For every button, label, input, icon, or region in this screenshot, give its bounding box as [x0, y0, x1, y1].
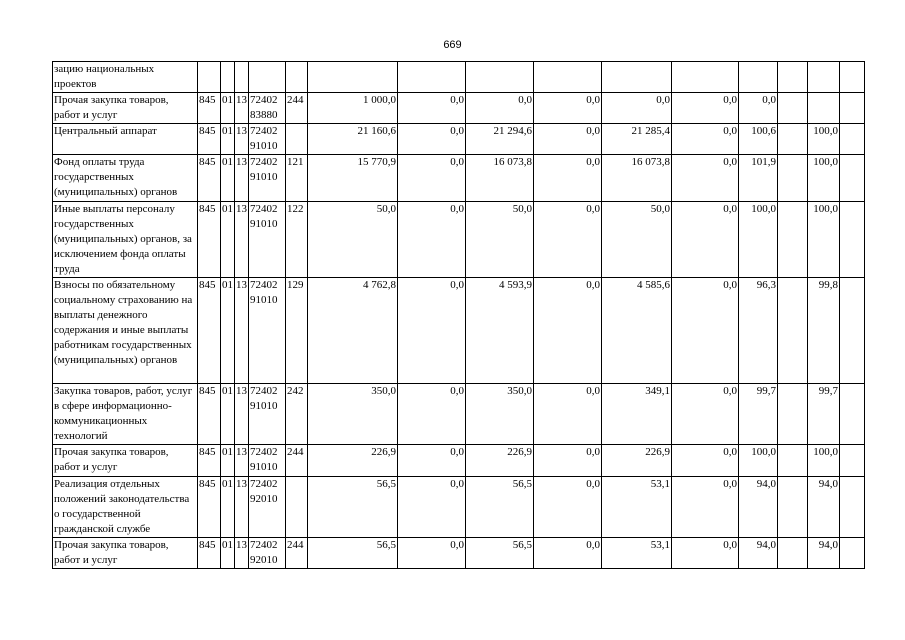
value-7: 94,0 — [739, 538, 778, 569]
row-name: Реализация отдельных положений законодательства о государственной гражданской службе — [53, 477, 198, 538]
row-name: зацию национальных проектов — [53, 62, 198, 93]
row-name: Фонд оплаты труда государственных (муниципальных) органов — [53, 155, 198, 202]
table-row — [53, 202, 865, 278]
value-9: 99,8 — [808, 278, 840, 384]
value-1: 15 770,9 — [308, 155, 398, 202]
row-name: Иные выплаты персоналу государственных (муниципальных) органов, за исключением фонда оплаты труда — [53, 202, 198, 278]
value-7: 100,0 — [739, 445, 778, 477]
page-number: 669 — [443, 39, 462, 51]
value-5: 53,1 — [602, 477, 672, 538]
value-10 — [840, 124, 865, 155]
value-6: 0,0 — [672, 384, 739, 445]
value-4: 0,0 — [534, 445, 602, 477]
value-7: 100,0 — [739, 202, 778, 278]
value-4: 0,0 — [534, 93, 602, 124]
value-1: 56,5 — [308, 477, 398, 538]
subsection-code: 13 — [235, 155, 249, 202]
value-5: 4 585,6 — [602, 278, 672, 384]
value-6: 0,0 — [672, 445, 739, 477]
subsection-code — [235, 62, 249, 93]
value-10 — [840, 62, 865, 93]
value-5: 349,1 — [602, 384, 672, 445]
value-7: 94,0 — [739, 477, 778, 538]
value-5: 50,0 — [602, 202, 672, 278]
subsection-code: 13 — [235, 278, 249, 384]
value-5: 0,0 — [602, 93, 672, 124]
value-7: 96,3 — [739, 278, 778, 384]
row-name: Прочая закупка товаров, работ и услуг — [53, 445, 198, 477]
expense-type: 122 — [286, 202, 308, 278]
target-code — [249, 62, 286, 93]
expense-type: 129 — [286, 278, 308, 384]
row-name: Прочая закупка товаров, работ и услуг — [53, 93, 198, 124]
table-row — [53, 155, 865, 202]
table-row — [53, 124, 865, 155]
section-code: 01 — [221, 445, 235, 477]
table-row — [53, 384, 865, 445]
value-2: 0,0 — [398, 538, 466, 569]
subsection-code: 13 — [235, 538, 249, 569]
expense-type — [286, 477, 308, 538]
value-1 — [308, 62, 398, 93]
value-2: 0,0 — [398, 155, 466, 202]
value-7: 100,6 — [739, 124, 778, 155]
section-code: 01 — [221, 538, 235, 569]
value-4: 0,0 — [534, 538, 602, 569]
ministry-code: 845 — [198, 124, 221, 155]
target-code: 72402 92010 — [249, 538, 286, 569]
target-code: 72402 91010 — [249, 278, 286, 384]
value-5: 226,9 — [602, 445, 672, 477]
value-9: 99,7 — [808, 384, 840, 445]
expense-type — [286, 62, 308, 93]
subsection-code: 13 — [235, 202, 249, 278]
ministry-code: 845 — [198, 155, 221, 202]
section-code: 01 — [221, 477, 235, 538]
value-2: 0,0 — [398, 202, 466, 278]
ministry-code: 845 — [198, 384, 221, 445]
value-1: 56,5 — [308, 538, 398, 569]
value-8 — [778, 477, 808, 538]
section-code: 01 — [221, 202, 235, 278]
value-4: 0,0 — [534, 202, 602, 278]
subsection-code: 13 — [235, 93, 249, 124]
value-9: 94,0 — [808, 477, 840, 538]
value-8 — [778, 202, 808, 278]
table-row — [53, 278, 865, 384]
value-2: 0,0 — [398, 124, 466, 155]
value-6: 0,0 — [672, 124, 739, 155]
value-10 — [840, 278, 865, 384]
value-2: 0,0 — [398, 278, 466, 384]
target-code: 72402 91010 — [249, 155, 286, 202]
value-6: 0,0 — [672, 538, 739, 569]
section-code: 01 — [221, 124, 235, 155]
row-name: Закупка товаров, работ, услуг в сфере информационно-коммуникационных технологий — [53, 384, 198, 445]
value-9: 100,0 — [808, 155, 840, 202]
value-6: 0,0 — [672, 155, 739, 202]
ministry-code: 845 — [198, 202, 221, 278]
row-name: Взносы по обязательному социальному страхованию на выплаты денежного содержания и иные выплаты работникам государственных (муниципальных) органов — [53, 278, 198, 384]
value-3 — [466, 62, 534, 93]
table-row — [53, 477, 865, 538]
value-1: 50,0 — [308, 202, 398, 278]
value-4: 0,0 — [534, 155, 602, 202]
value-4: 0,0 — [534, 278, 602, 384]
value-10 — [840, 155, 865, 202]
value-9: 94,0 — [808, 538, 840, 569]
table-row — [53, 445, 865, 477]
expense-type: 244 — [286, 538, 308, 569]
value-2 — [398, 62, 466, 93]
subsection-code: 13 — [235, 124, 249, 155]
value-2: 0,0 — [398, 477, 466, 538]
value-3: 4 593,9 — [466, 278, 534, 384]
value-10 — [840, 384, 865, 445]
value-8 — [778, 62, 808, 93]
value-8 — [778, 538, 808, 569]
ministry-code: 845 — [198, 477, 221, 538]
value-7: 0,0 — [739, 93, 778, 124]
value-9: 100,0 — [808, 445, 840, 477]
value-3: 350,0 — [466, 384, 534, 445]
value-1: 1 000,0 — [308, 93, 398, 124]
value-3: 56,5 — [466, 538, 534, 569]
value-7 — [739, 62, 778, 93]
value-10 — [840, 445, 865, 477]
value-1: 21 160,6 — [308, 124, 398, 155]
value-6: 0,0 — [672, 278, 739, 384]
value-1: 226,9 — [308, 445, 398, 477]
value-8 — [778, 155, 808, 202]
value-7: 99,7 — [739, 384, 778, 445]
value-8 — [778, 278, 808, 384]
value-4: 0,0 — [534, 124, 602, 155]
value-1: 350,0 — [308, 384, 398, 445]
value-6 — [672, 62, 739, 93]
section-code: 01 — [221, 155, 235, 202]
row-name: Прочая закупка товаров, работ и услуг — [53, 538, 198, 569]
subsection-code: 13 — [235, 477, 249, 538]
section-code: 01 — [221, 278, 235, 384]
section-code: 01 — [221, 93, 235, 124]
value-5 — [602, 62, 672, 93]
budget-table — [52, 61, 865, 569]
value-5: 21 285,4 — [602, 124, 672, 155]
section-code: 01 — [221, 384, 235, 445]
subsection-code: 13 — [235, 384, 249, 445]
target-code: 72402 91010 — [249, 202, 286, 278]
value-4: 0,0 — [534, 477, 602, 538]
target-code: 72402 91010 — [249, 124, 286, 155]
value-7: 101,9 — [739, 155, 778, 202]
target-code: 72402 92010 — [249, 477, 286, 538]
value-5: 53,1 — [602, 538, 672, 569]
value-3: 226,9 — [466, 445, 534, 477]
value-3: 0,0 — [466, 93, 534, 124]
value-8 — [778, 384, 808, 445]
expense-type: 244 — [286, 93, 308, 124]
ministry-code: 845 — [198, 93, 221, 124]
value-2: 0,0 — [398, 93, 466, 124]
target-code: 72402 83880 — [249, 93, 286, 124]
value-4 — [534, 62, 602, 93]
section-code — [221, 62, 235, 93]
value-10 — [840, 477, 865, 538]
value-10 — [840, 202, 865, 278]
expense-type — [286, 124, 308, 155]
ministry-code: 845 — [198, 445, 221, 477]
value-2: 0,0 — [398, 384, 466, 445]
subsection-code: 13 — [235, 445, 249, 477]
value-9 — [808, 93, 840, 124]
value-4: 0,0 — [534, 384, 602, 445]
expense-type: 242 — [286, 384, 308, 445]
ministry-code: 845 — [198, 538, 221, 569]
ministry-code: 845 — [198, 278, 221, 384]
value-9: 100,0 — [808, 124, 840, 155]
value-3: 56,5 — [466, 477, 534, 538]
row-name: Центральный аппарат — [53, 124, 198, 155]
value-8 — [778, 124, 808, 155]
expense-type: 121 — [286, 155, 308, 202]
value-3: 50,0 — [466, 202, 534, 278]
value-5: 16 073,8 — [602, 155, 672, 202]
value-1: 4 762,8 — [308, 278, 398, 384]
value-3: 21 294,6 — [466, 124, 534, 155]
target-code: 72402 91010 — [249, 384, 286, 445]
value-6: 0,0 — [672, 202, 739, 278]
ministry-code — [198, 62, 221, 93]
value-10 — [840, 538, 865, 569]
value-2: 0,0 — [398, 445, 466, 477]
expense-type: 244 — [286, 445, 308, 477]
value-3: 16 073,8 — [466, 155, 534, 202]
value-10 — [840, 93, 865, 124]
target-code: 72402 91010 — [249, 445, 286, 477]
value-8 — [778, 93, 808, 124]
value-9 — [808, 62, 840, 93]
value-6: 0,0 — [672, 477, 739, 538]
table-row — [53, 62, 865, 93]
value-6: 0,0 — [672, 93, 739, 124]
value-9: 100,0 — [808, 202, 840, 278]
table-row — [53, 93, 865, 124]
table-row — [53, 538, 865, 569]
value-8 — [778, 445, 808, 477]
